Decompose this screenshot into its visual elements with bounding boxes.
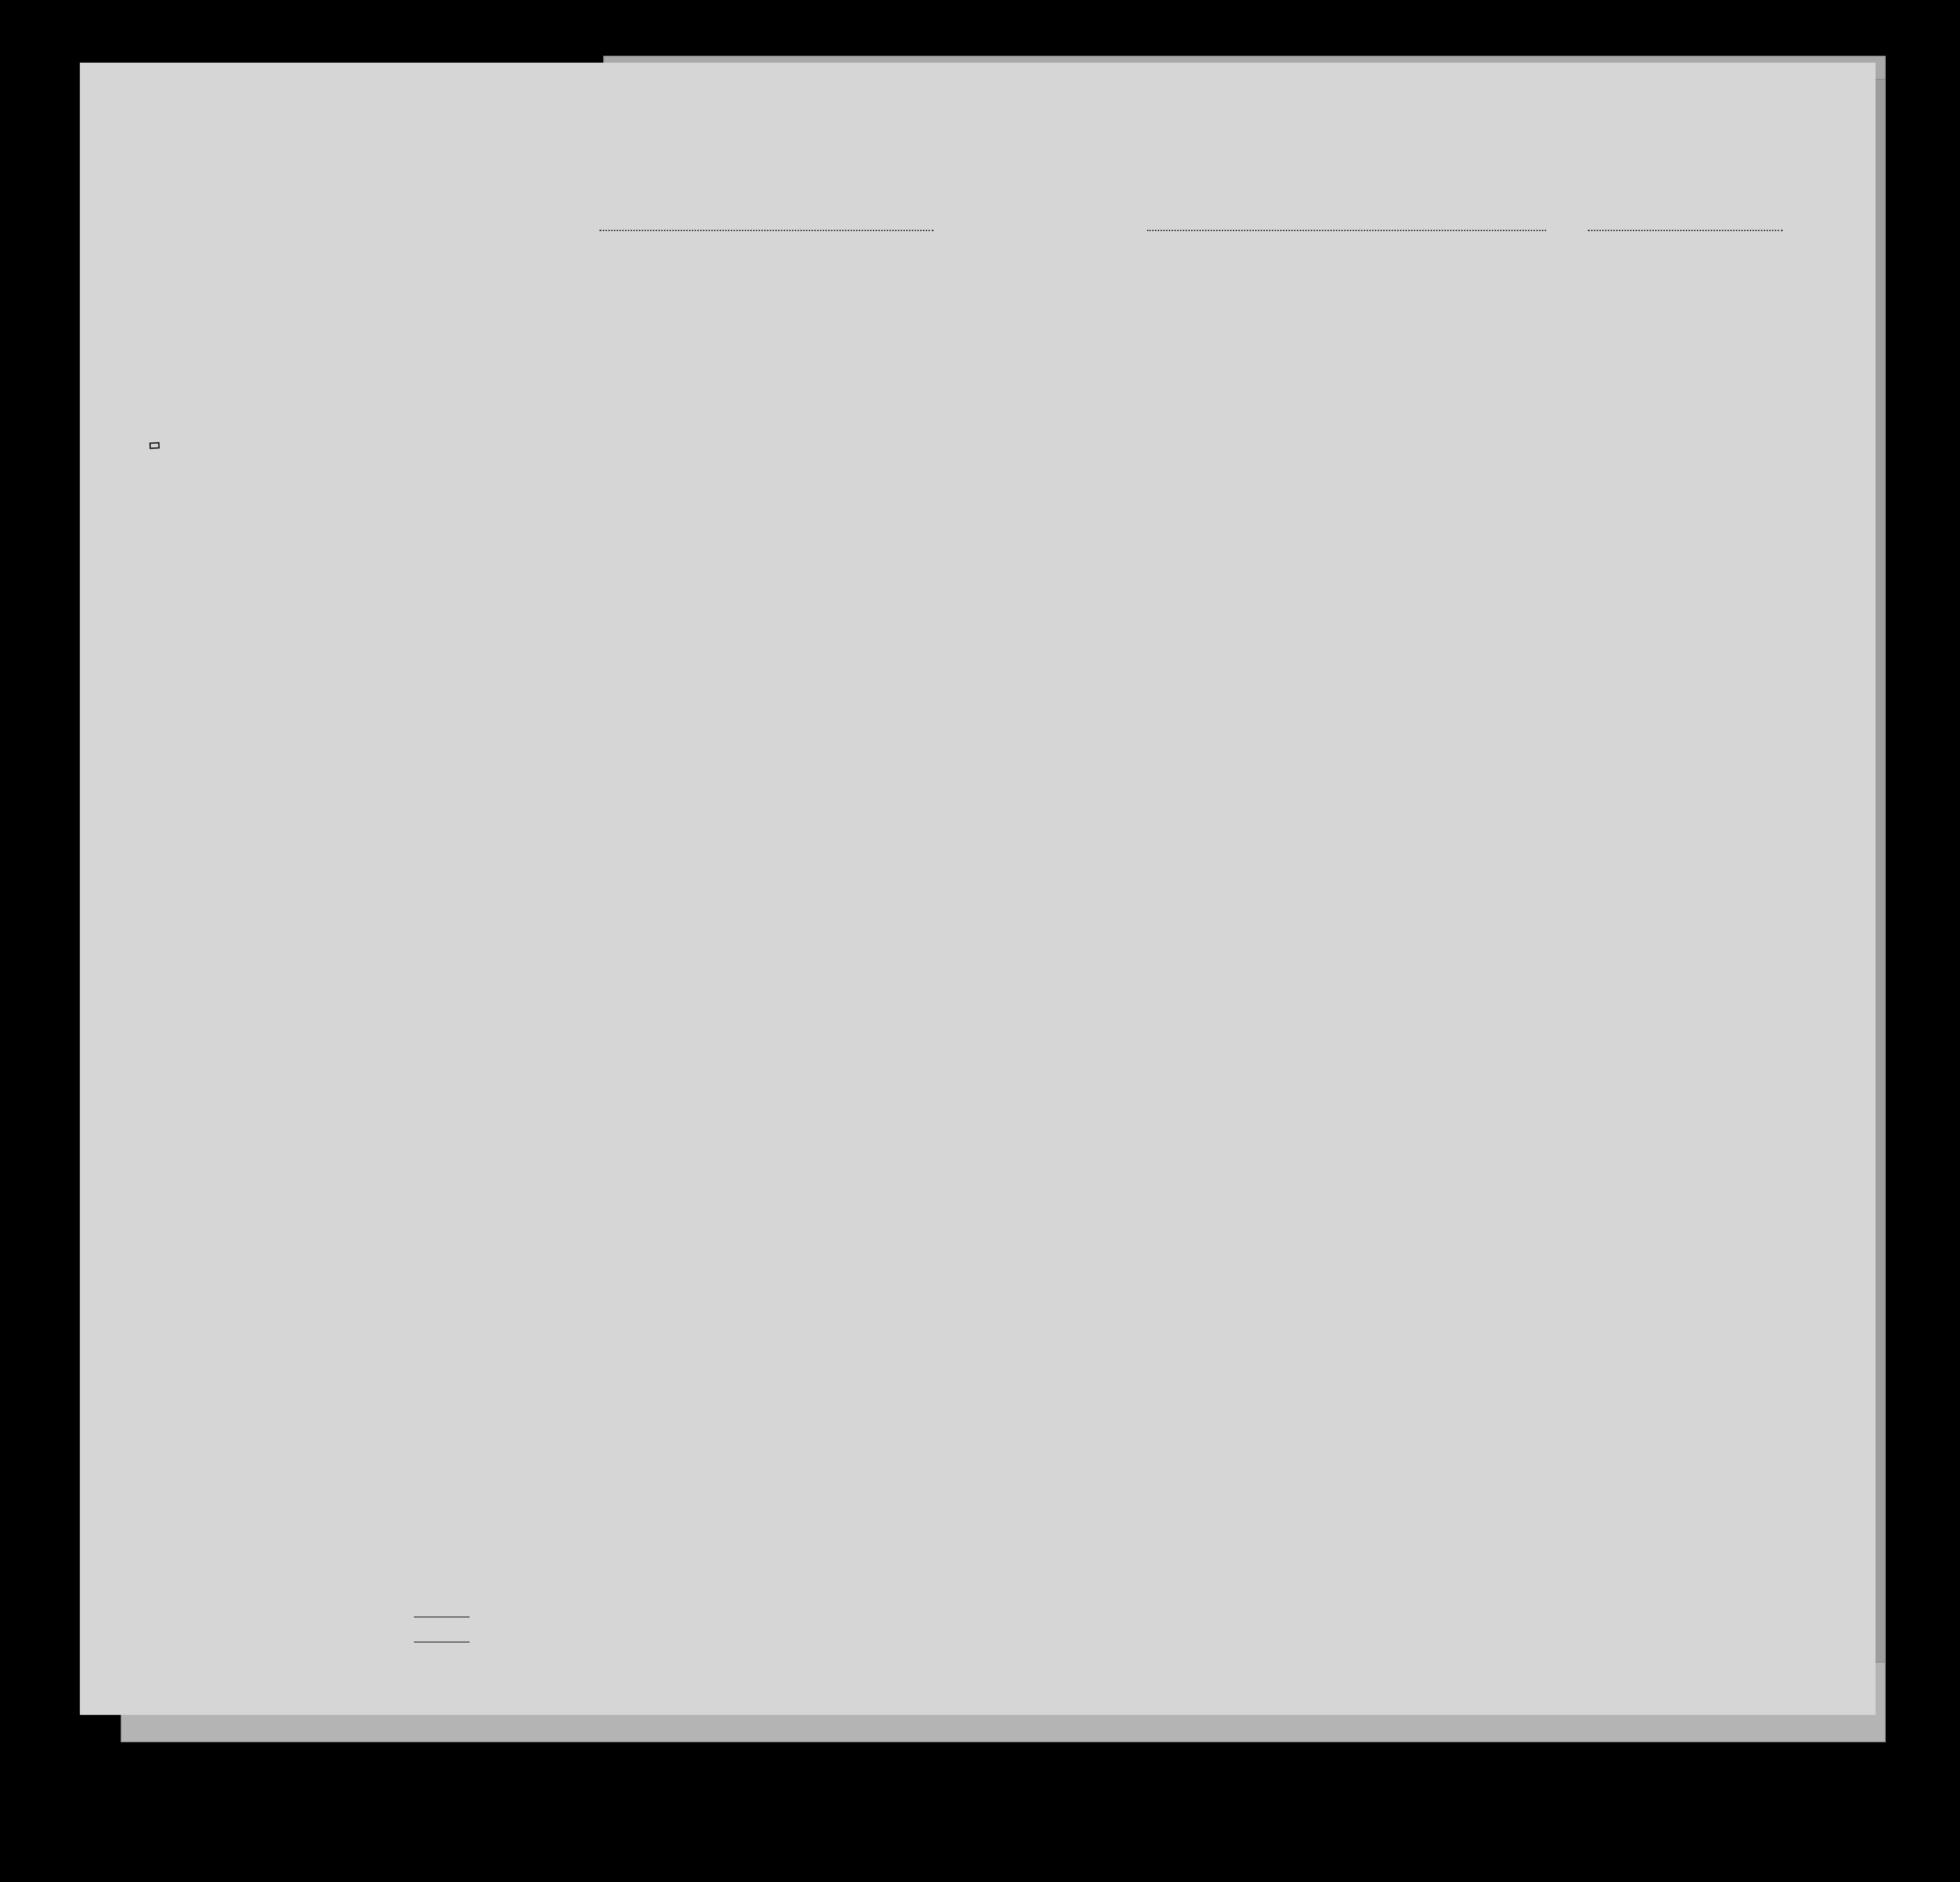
us-citizen-stamp [149, 442, 160, 449]
manifest-sheet [80, 63, 1876, 1715]
manifest-grid [80, 63, 1876, 1715]
us-citizens-value [414, 1642, 470, 1643]
